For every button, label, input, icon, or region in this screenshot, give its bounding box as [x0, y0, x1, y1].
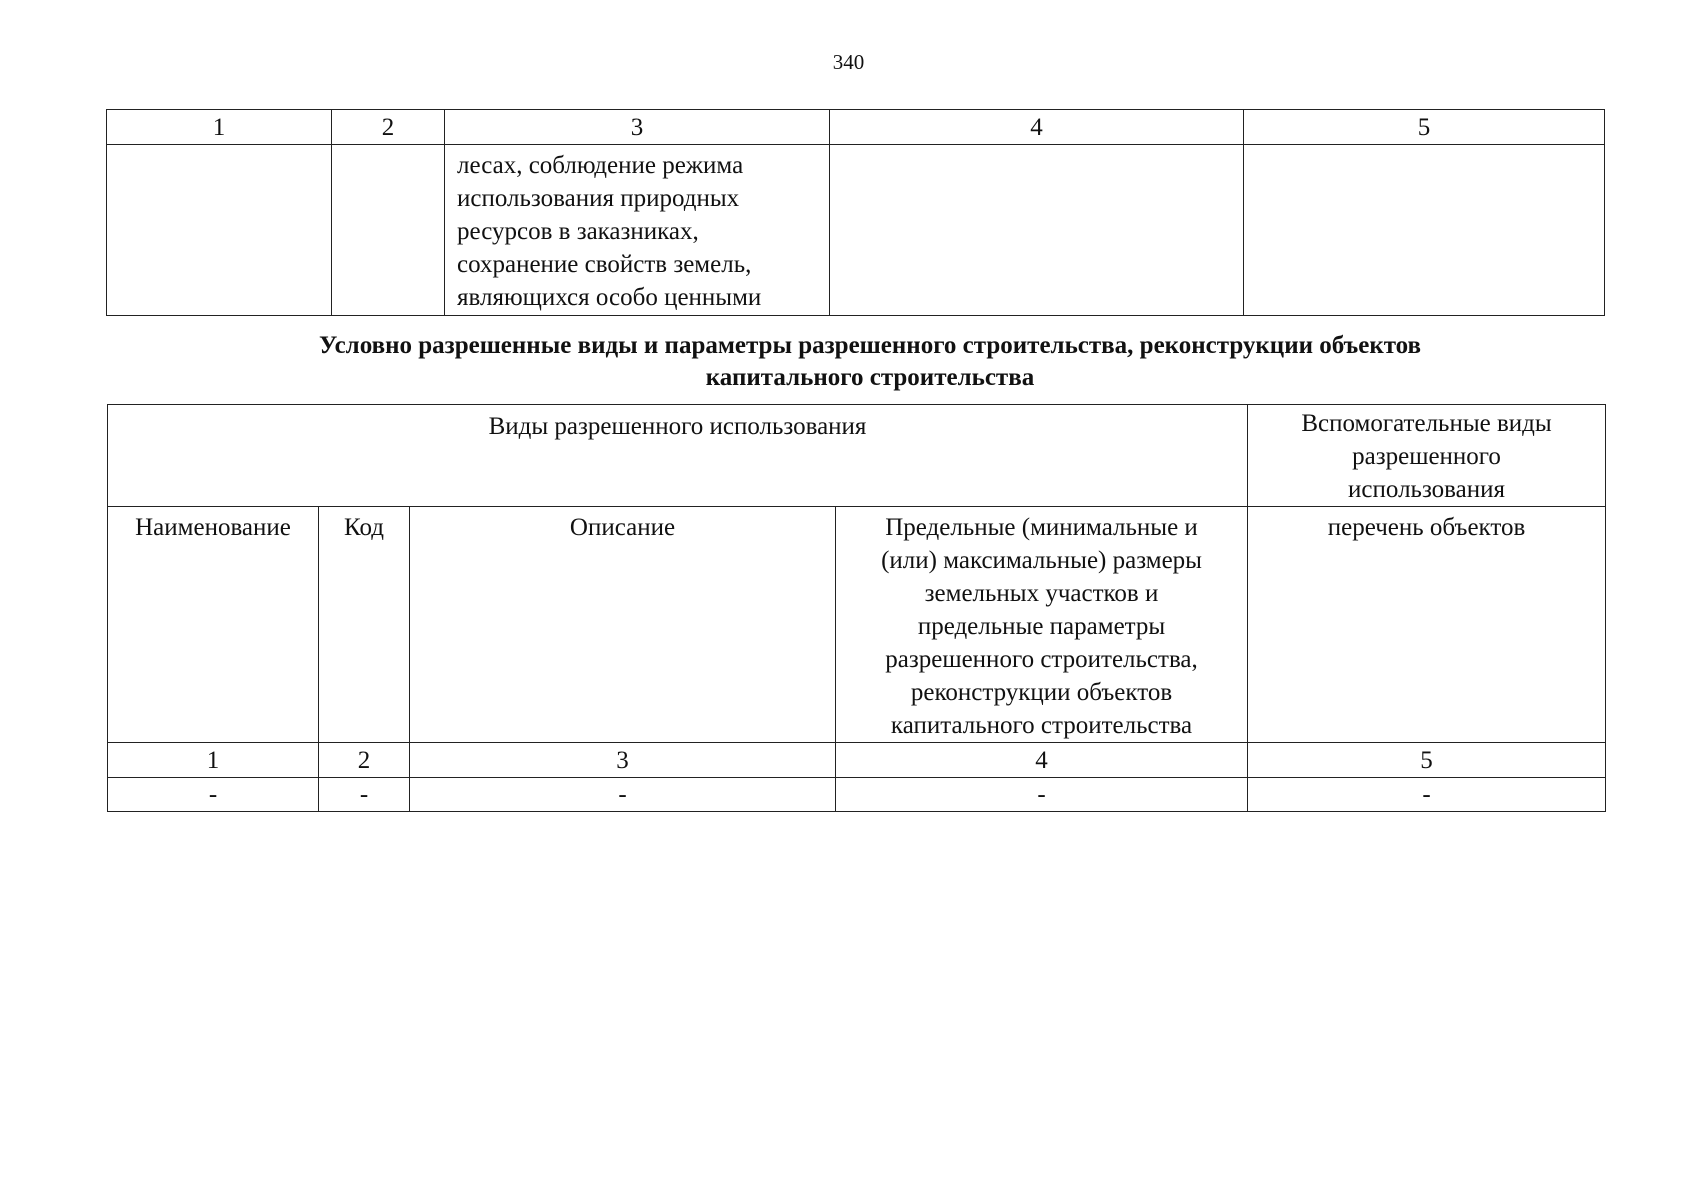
column-number-4: 4 — [836, 743, 1248, 778]
section-heading: Условно разрешенные виды и параметры разрешенного строительства, реконструкции объектов капитального строительства — [318, 332, 1422, 391]
table-cell: - — [108, 778, 319, 812]
column-number-2: 2 — [319, 743, 410, 778]
table-cell — [332, 145, 445, 316]
table-cell — [107, 145, 332, 316]
permitted-use-table — [107, 404, 1606, 812]
column-header-limits: Предельные (минимальные и (или) максимальные) размеры земельных участков и предельные параметры разрешенного строительства, реконструкции объектов капитального строительства — [836, 507, 1248, 743]
column-number-3: 3 — [410, 743, 836, 778]
group-header-row — [108, 405, 1606, 507]
table-cell: - — [836, 778, 1248, 812]
column-number-5: 5 — [1244, 110, 1605, 145]
column-header-object-list: перечень объектов — [1248, 507, 1606, 743]
table-cell: - — [1248, 778, 1606, 812]
column-number-4: 4 — [830, 110, 1244, 145]
column-header-description: Описание — [410, 507, 836, 743]
column-number-3: 3 — [445, 110, 830, 145]
description-cell: лесах, соблюдение режима использования природных ресурсов в заказниках, сохранение свойств земель, являющихся особо ценными — [445, 145, 830, 316]
column-number-row — [108, 743, 1606, 778]
table-cell — [830, 145, 1244, 316]
table-cell — [1244, 145, 1605, 316]
table-row — [108, 778, 1606, 812]
column-number-2: 2 — [332, 110, 445, 145]
page-number: 340 — [832, 50, 865, 74]
column-header-row — [108, 507, 1606, 743]
column-number-row — [107, 110, 1605, 145]
table-cell: - — [410, 778, 836, 812]
column-number-1: 1 — [107, 110, 332, 145]
column-header-code: Код — [319, 507, 410, 743]
column-number-1: 1 — [108, 743, 319, 778]
group-header-auxiliary-uses: Вспомогательные виды разрешенного использования — [1248, 405, 1606, 507]
table-cell: - — [319, 778, 410, 812]
group-header-main-uses: Виды разрешенного использования — [108, 405, 1248, 507]
column-number-5: 5 — [1248, 743, 1606, 778]
column-header-name: Наименование — [108, 507, 319, 743]
table-row — [107, 145, 1605, 316]
continued-table — [106, 109, 1605, 316]
